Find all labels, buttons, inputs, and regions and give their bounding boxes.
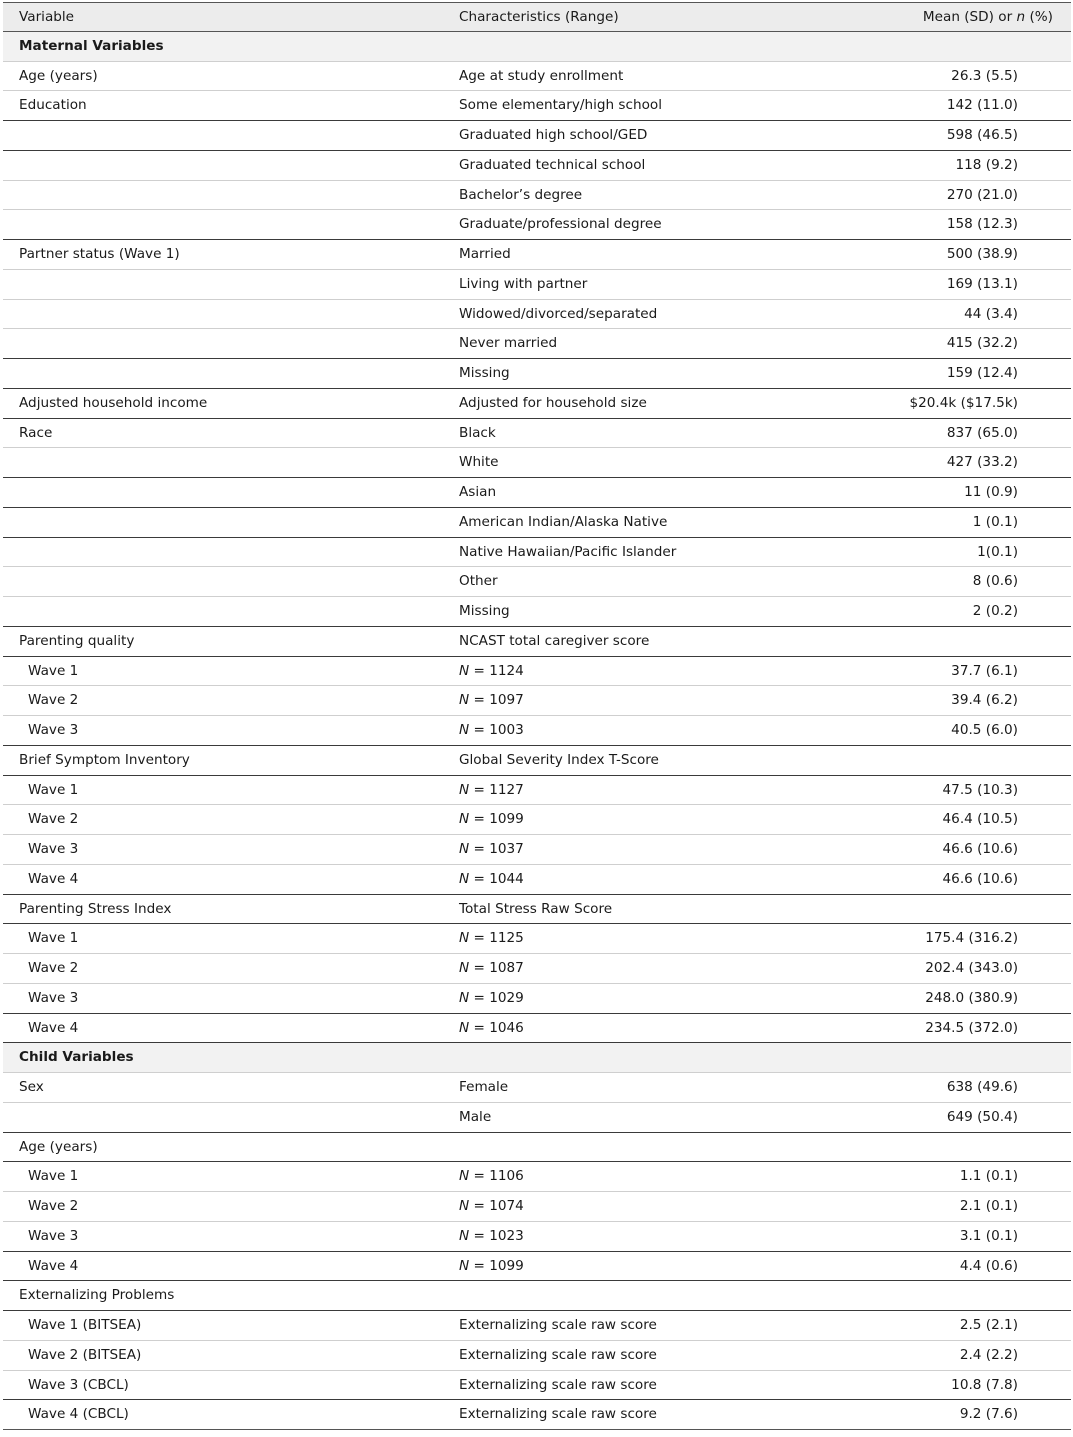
cell-characteristics: Adjusted for household size	[459, 394, 647, 411]
cell-variable: Parenting Stress Index	[19, 900, 172, 917]
cell-mean: 270 (21.0)	[946, 186, 1018, 203]
table-row	[3, 359, 1071, 389]
cell-variable: Adjusted household income	[19, 394, 208, 411]
cell-mean: 427 (33.2)	[946, 454, 1018, 471]
cell-variable: Wave 3 (CBCL)	[28, 1376, 129, 1393]
cell-characteristics	[459, 805, 524, 835]
cell-mean: 46.6 (10.6)	[942, 870, 1018, 887]
cell-mean: $20.4k ($17.5k)	[909, 394, 1018, 411]
table-row	[3, 1341, 1071, 1371]
cell-mean: 39.4 (6.2)	[951, 692, 1018, 709]
cell-n-value: = 1023	[469, 1227, 524, 1244]
cell-variable: Parenting quality	[19, 632, 135, 649]
cell-mean: 2.4 (2.2)	[959, 1346, 1018, 1363]
table-row	[3, 1400, 1071, 1430]
cell-n-prefix: N	[459, 960, 470, 976]
cell-variable: Wave 3	[28, 722, 79, 738]
table-row	[3, 448, 1071, 478]
table-row	[3, 924, 1071, 954]
cell-characteristics: Black	[459, 424, 496, 441]
cell-characteristics: Native Hawaiian/Pacific Islander	[459, 543, 677, 560]
table-row	[3, 1371, 1071, 1401]
cell-characteristics: Male	[459, 1108, 492, 1125]
cell-variable: Sex	[19, 1079, 44, 1095]
cell-characteristics: Missing	[459, 603, 510, 619]
cell-mean: 1.1 (0.1)	[959, 1168, 1018, 1185]
cell-variable: Wave 3	[28, 1227, 79, 1244]
cell-characteristics	[459, 865, 524, 895]
cell-mean: 40.5 (6.0)	[951, 722, 1018, 738]
cell-characteristics	[459, 924, 524, 954]
cell-characteristics: Externalizing scale raw score	[459, 1346, 657, 1363]
cell-characteristics	[459, 1014, 524, 1044]
cell-mean: 175.4 (316.2)	[925, 930, 1018, 947]
cell-n-prefix: N	[459, 989, 470, 1006]
cell-n-value: = 1037	[469, 841, 524, 857]
cell-n-value: = 1044	[469, 870, 524, 887]
cell-mean: 202.4 (343.0)	[925, 960, 1018, 976]
cell-characteristics: Graduate/professional degree	[459, 216, 662, 233]
cell-mean: 1(0.1)	[977, 543, 1018, 560]
cell-variable: Wave 4	[28, 1019, 79, 1036]
table-row	[3, 538, 1071, 568]
cell-characteristics	[459, 1192, 524, 1222]
cell-characteristics: Graduated technical school	[459, 156, 646, 173]
cell-characteristics	[459, 657, 524, 687]
cell-n-prefix: N	[459, 692, 470, 709]
cell-n-value: = 1106	[469, 1168, 524, 1185]
cell-characteristics: Externalizing scale raw score	[459, 1406, 657, 1423]
cell-variable: Wave 3	[28, 841, 79, 857]
cell-variable: Wave 4	[28, 1257, 79, 1274]
cell-mean: 598 (46.5)	[946, 127, 1018, 143]
table-row	[3, 716, 1071, 746]
table-row	[3, 151, 1071, 181]
cell-characteristics	[459, 1222, 524, 1252]
table-row	[3, 1222, 1071, 1252]
cell-characteristics: White	[459, 454, 499, 471]
cell-n-value: = 1099	[469, 1257, 524, 1274]
cell-variable: Wave 1	[28, 1168, 79, 1185]
table-row	[3, 91, 1071, 121]
cell-n-value: = 1074	[469, 1198, 524, 1214]
cell-mean: 46.6 (10.6)	[942, 841, 1018, 857]
table-row	[3, 240, 1071, 270]
cell-n-prefix: N	[459, 781, 470, 798]
cell-mean: 142 (11.0)	[946, 97, 1018, 114]
cell-mean: 118 (9.2)	[955, 156, 1018, 173]
table-row	[3, 419, 1071, 449]
cell-mean: 2.5 (2.1)	[959, 1317, 1018, 1333]
table-header-row	[3, 2, 1071, 32]
cell-characteristics: Bachelor’s degree	[459, 186, 583, 203]
table-row	[3, 597, 1071, 627]
cell-characteristics	[459, 776, 524, 806]
cell-n-value: = 1099	[469, 811, 524, 828]
cell-mean: 638 (49.6)	[946, 1079, 1018, 1095]
cell-characteristics	[459, 1252, 524, 1282]
cell-mean: 248.0 (380.9)	[925, 989, 1018, 1006]
cell-n-prefix: N	[459, 930, 470, 947]
cell-characteristics	[459, 835, 524, 865]
cell-variable: Wave 1	[28, 662, 79, 679]
cell-variable: Age (years)	[19, 1138, 98, 1155]
cell-mean: 649 (50.4)	[946, 1108, 1018, 1125]
table-row	[3, 1133, 1071, 1163]
cell-variable: Child Variables	[19, 1049, 134, 1066]
cell-mean: 10.8 (7.8)	[951, 1376, 1018, 1393]
cell-variable: Wave 2	[28, 1198, 79, 1214]
cell-characteristics: Externalizing scale raw score	[459, 1317, 657, 1333]
cell-n-value: = 1127	[469, 781, 524, 798]
cell-variable: Education	[19, 97, 87, 114]
table-row	[3, 1103, 1071, 1133]
table-row	[3, 657, 1071, 687]
cell-mean: 159 (12.4)	[946, 365, 1018, 381]
cell-n-value: = 1125	[469, 930, 524, 947]
section-row	[3, 32, 1071, 62]
cell-variable: Maternal Variables	[19, 37, 164, 54]
section-row	[3, 1043, 1071, 1073]
cell-n-value: = 1124	[469, 662, 524, 679]
table-row	[3, 776, 1071, 806]
header-variable: Variable	[19, 9, 75, 25]
cell-characteristics: NCAST total caregiver score	[459, 632, 650, 649]
cell-characteristics: Widowed/divorced/separated	[459, 305, 658, 322]
cell-variable: Age (years)	[19, 67, 98, 84]
cell-characteristics: Some elementary/high school	[459, 97, 663, 114]
table-row	[3, 478, 1071, 508]
cell-n-prefix: N	[459, 722, 470, 738]
cell-n-prefix: N	[459, 662, 470, 679]
cell-variable: Partner status (Wave 1)	[19, 246, 180, 262]
header-characteristics: Characteristics (Range)	[459, 9, 619, 25]
cell-variable: Wave 2	[28, 811, 79, 828]
cell-mean: 169 (13.1)	[946, 275, 1018, 292]
cell-characteristics	[459, 716, 524, 746]
cell-n-value: = 1029	[469, 989, 524, 1006]
cell-variable: Brief Symptom Inventory	[19, 751, 190, 768]
cell-mean: 1 (0.1)	[972, 513, 1018, 530]
table-row	[3, 1192, 1071, 1222]
table-row	[3, 1162, 1071, 1192]
cell-characteristics	[459, 954, 524, 984]
cell-n-prefix: N	[459, 1019, 470, 1036]
table-row	[3, 805, 1071, 835]
cell-variable: Externalizing Problems	[19, 1287, 175, 1304]
cell-characteristics: Living with partner	[459, 275, 588, 292]
cell-characteristics	[459, 984, 524, 1014]
table-row	[3, 389, 1071, 419]
table-row	[3, 1252, 1071, 1282]
cell-n-prefix: N	[459, 1198, 470, 1214]
table-row	[3, 508, 1071, 538]
cell-mean: 2 (0.2)	[972, 603, 1018, 619]
cell-mean: 8 (0.6)	[972, 573, 1018, 590]
cell-variable: Wave 2	[28, 960, 79, 976]
cell-characteristics: Missing	[459, 365, 510, 381]
table-row	[3, 835, 1071, 865]
cell-mean: 26.3 (5.5)	[951, 67, 1018, 84]
cell-n-value: = 1097	[469, 692, 524, 709]
table-row	[3, 627, 1071, 657]
table-row	[3, 62, 1071, 92]
table-row	[3, 954, 1071, 984]
table-row	[3, 984, 1071, 1014]
table-row	[3, 1281, 1071, 1311]
cell-characteristics	[459, 1162, 524, 1192]
cell-n-prefix: N	[459, 1227, 470, 1244]
table-row	[3, 210, 1071, 240]
table-row	[3, 895, 1071, 925]
cell-n-prefix: N	[459, 811, 470, 828]
header-mean: Mean (SD) or n (%)	[922, 9, 1053, 25]
cell-characteristics: Global Severity Index T-Score	[459, 751, 659, 768]
table-row	[3, 270, 1071, 300]
cell-mean: 837 (65.0)	[946, 424, 1018, 441]
cell-n-value: = 1046	[469, 1019, 524, 1036]
table-row	[3, 1073, 1071, 1103]
cell-mean: 46.4 (10.5)	[942, 811, 1018, 828]
cell-mean: 4.4 (0.6)	[959, 1257, 1018, 1274]
cell-variable: Wave 2 (BITSEA)	[28, 1346, 142, 1363]
cell-mean: 11 (0.9)	[964, 484, 1018, 500]
table-row	[3, 121, 1071, 151]
cell-variable: Wave 1	[28, 930, 79, 947]
cell-n-prefix: N	[459, 841, 470, 857]
cell-variable: Wave 4 (CBCL)	[28, 1406, 129, 1423]
cell-variable: Wave 4	[28, 870, 79, 887]
cell-characteristics: Externalizing scale raw score	[459, 1376, 657, 1393]
cell-n-prefix: N	[459, 870, 470, 887]
cell-mean: 3.1 (0.1)	[959, 1227, 1018, 1244]
cell-characteristics: Married	[459, 246, 511, 262]
cell-mean: 500 (38.9)	[946, 246, 1018, 262]
cell-mean: 415 (32.2)	[946, 335, 1018, 352]
cell-characteristics: American Indian/Alaska Native	[459, 513, 668, 530]
cell-mean: 44 (3.4)	[964, 305, 1018, 322]
table-row	[3, 1014, 1071, 1044]
data-table	[3, 2, 1071, 1430]
table-row	[3, 1311, 1071, 1341]
cell-characteristics: Asian	[459, 484, 497, 500]
cell-variable: Race	[19, 424, 53, 441]
cell-mean: 158 (12.3)	[946, 216, 1018, 233]
cell-mean: 2.1 (0.1)	[959, 1198, 1018, 1214]
cell-variable: Wave 1	[28, 781, 79, 798]
cell-n-prefix: N	[459, 1168, 470, 1185]
cell-variable: Wave 2	[28, 692, 79, 709]
cell-mean: 47.5 (10.3)	[942, 781, 1018, 798]
cell-characteristics: Graduated high school/GED	[459, 127, 648, 143]
cell-characteristics	[459, 686, 524, 716]
cell-characteristics: Never married	[459, 335, 558, 352]
cell-mean: 234.5 (372.0)	[925, 1019, 1018, 1036]
table-row	[3, 300, 1071, 330]
table-row	[3, 181, 1071, 211]
cell-characteristics: Female	[459, 1079, 509, 1095]
cell-variable: Wave 3	[28, 989, 79, 1006]
table-row	[3, 329, 1071, 359]
cell-variable: Wave 1 (BITSEA)	[28, 1317, 142, 1333]
cell-mean: 9.2 (7.6)	[959, 1406, 1018, 1423]
cell-mean: 37.7 (6.1)	[951, 662, 1018, 679]
table-row	[3, 686, 1071, 716]
table-row	[3, 865, 1071, 895]
cell-n-value: = 1087	[469, 960, 524, 976]
cell-n-value: = 1003	[469, 722, 524, 738]
table-row	[3, 567, 1071, 597]
cell-characteristics: Other	[459, 573, 498, 590]
cell-n-prefix: N	[459, 1257, 470, 1274]
cell-characteristics: Age at study enrollment	[459, 67, 624, 84]
table-row	[3, 746, 1071, 776]
cell-characteristics: Total Stress Raw Score	[459, 900, 613, 917]
